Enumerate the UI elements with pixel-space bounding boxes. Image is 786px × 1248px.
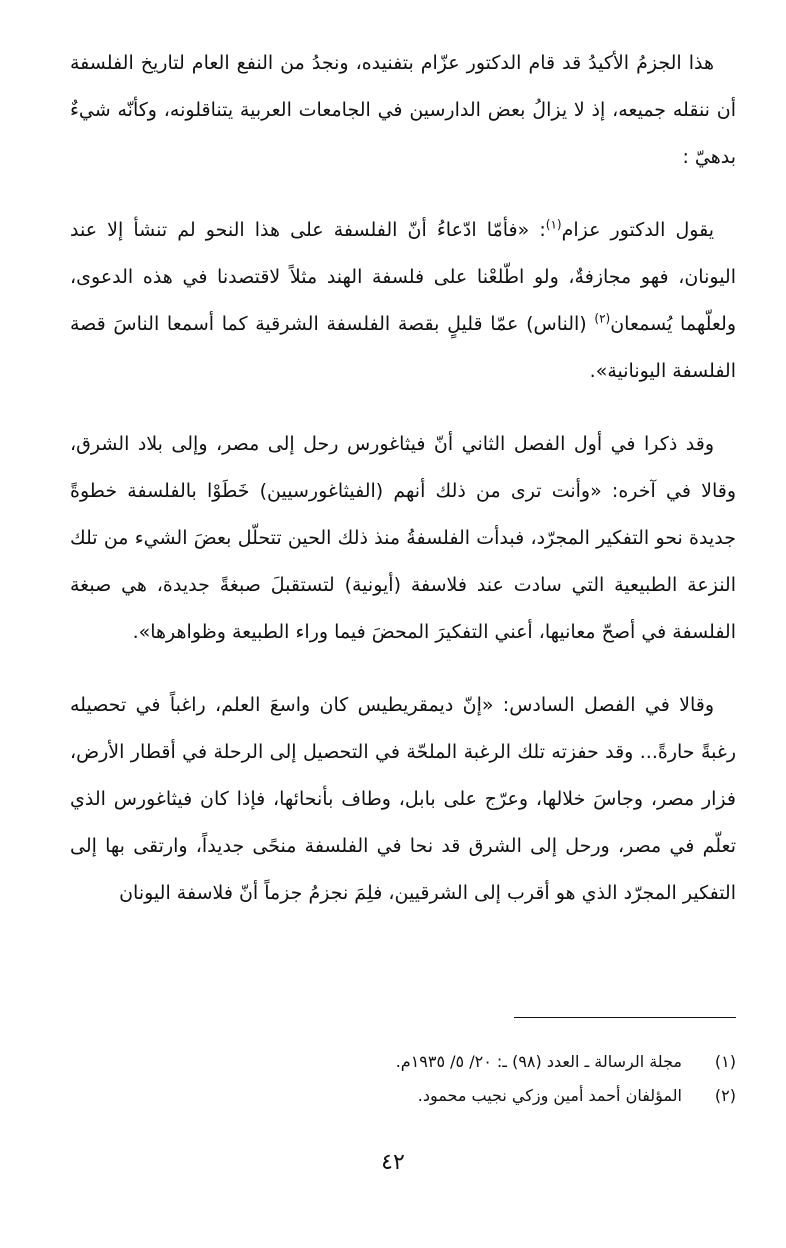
paragraph-3-text: وقد ذكرا في أول الفصل الثاني أنّ فيثاغورس رحل إلى مصر، وإلى بلاد الشرق، وقالا في آخره: «وأنت ترى من ذلك أنهم (الفيثاغورسيين) خَطَوْا بالفلسفة خطوةً جديدة نحو التفكير المجرّد، فبدأت الفلسفةُ منذ ذلك الحين تتحلّل بعضَ الشيء من تلك النزعة الطبيعية التي سادت عند فلاسفة (أيونية) لتستقبلَ صبغةً جديدة، هي صبغة الفلسفة في أصحّ معانيها، أعني التفكيرَ المحضَ فيما وراء الطبيعة وظواهرها». xyxy=(70,433,736,643)
footnotes xyxy=(70,1045,736,1113)
footnote-1-text: مجلة الرسالة ـ العدد (٩٨) ـ: ٢٠/ ٥/ ١٩٣٥م. xyxy=(395,1052,682,1071)
footnote-2-number: (٢) xyxy=(714,1086,736,1105)
paragraph-2-quote: : «فأمّا ادّعاءُ أنّ الفلسفة على هذا النحو لم تنشأ إلا عند اليونان، فهو مجازفةٌ، ولو اطّلعْنا على فلسفة الهند مثلاً لاقتصدنا في هذه الدعوى، ولعلّهما يُسمعان xyxy=(70,219,736,335)
paragraph-2-intro: يقول الدكتور عزام xyxy=(561,219,714,241)
footnote-ref-2: (٢) xyxy=(594,311,611,326)
paragraph-2-ending: (الناس) عمّا قليلٍ بقصة الفلسفة الشرقية كما أسمعا الناسَ قصة الفلسفة اليونانية». xyxy=(70,313,736,382)
footnote-1 xyxy=(70,1045,736,1079)
paragraph-4 xyxy=(70,682,736,917)
paragraph-1 xyxy=(70,40,736,181)
main-text xyxy=(70,40,736,943)
paragraph-3 xyxy=(70,421,736,656)
footnote-separator xyxy=(514,1017,736,1018)
paragraph-4-text: وقالا في الفصل السادس: «إنّ ديمقريطيس كان واسعَ العلم، راغباً في تحصيله رغبةً حارةً... وقد حفزته تلك الرغبة الملحّة في التحصيل إلى الرحلة في أقطار الأرض، فزار مصر، وجاسَ خلالها، وعرّج على بابل، وطاف بأنحائها، فإذا كان فيثاغورس الذي تعلّم في مصر، ورحل إلى الشرق قد نحا في الفلسفة منحًى جديداً، وارتقى بها إلى التفكير المجرّد الذي هو أقرب إلى الشرقيين، فلِمَ نجزمُ جزماً أنّ فلاسفة اليونان xyxy=(70,694,736,904)
page-number: ٤٢ xyxy=(381,1150,405,1175)
paragraph-1-text: هذا الجزمُ الأكيدُ قد قام الدكتور عزّام بتفنيده، ونجدُ من النفع العام لتاريخ الفلسفة أن ننقله جميعه، إذ لا يزالُ بعض الدارسين في الجامعات العربية يتناقلونه، وكأنّه شيءٌ بدهيّ : xyxy=(70,52,736,168)
footnote-ref-1: (١) xyxy=(545,217,562,232)
footnote-2 xyxy=(70,1079,736,1113)
paragraph-2 xyxy=(70,207,736,395)
footnote-2-text: المؤلفان أحمد أمين وزكي نجيب محمود. xyxy=(417,1086,682,1105)
footnote-1-number: (١) xyxy=(714,1052,736,1071)
